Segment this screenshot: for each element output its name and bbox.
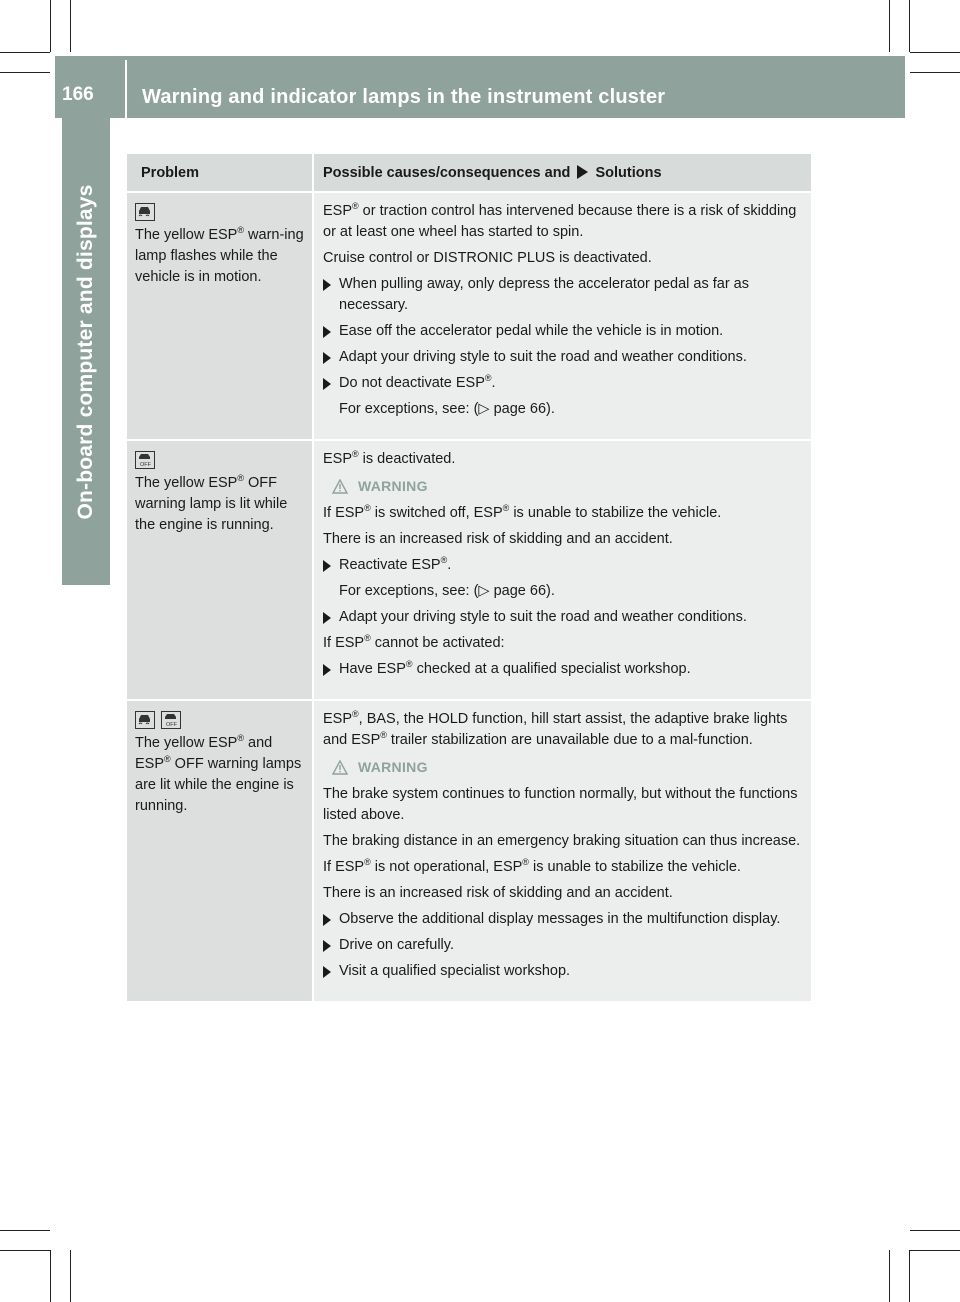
action-arrow-icon: [323, 935, 339, 956]
table-row: [127, 441, 811, 701]
warning-label: WARNING: [358, 759, 428, 775]
crop-mark: [70, 0, 71, 52]
step-text: Adapt your driving style to suit the road and weather conditions.: [339, 609, 747, 625]
table-row: [127, 701, 811, 1003]
cause-text: If ESP® cannot be activated:: [323, 633, 505, 651]
action-arrow-icon: [323, 659, 339, 680]
solution-cell: [314, 701, 811, 1001]
lamp-icons: [135, 451, 306, 469]
step-text: Reactivate ESP®.: [339, 555, 452, 573]
action-step: [323, 909, 805, 930]
problem-text: The yellow ESP® and ESP® OFF warning lamps are lit while the engine is running.: [135, 733, 302, 814]
lamp-icons: [135, 203, 306, 221]
crop-mark: [50, 1250, 51, 1302]
action-arrow-icon: [323, 321, 339, 342]
warning-text: There is an increased risk of skidding and an accident.: [323, 885, 673, 901]
table-row: [127, 193, 811, 441]
header-solutions-prefix: Possible causes/consequences and: [323, 165, 571, 181]
crop-mark: [909, 0, 910, 52]
action-step: [323, 555, 805, 576]
action-step: [323, 347, 805, 368]
page-reference[interactable]: For exceptions, see: (▷ page 66).: [339, 583, 555, 599]
warning-heading: [332, 476, 805, 497]
svg-text:OFF: OFF: [166, 722, 177, 727]
action-arrow-icon: [323, 961, 339, 982]
header-solutions-suffix: Solutions: [595, 165, 662, 181]
header-problem: Problem: [127, 154, 314, 191]
solution-cell: [314, 193, 811, 439]
step-text: Drive on carefully.: [339, 937, 454, 953]
problem-text: The yellow ESP® OFF warning lamp is lit while the engine is running.: [135, 473, 288, 533]
problem-text: The yellow ESP® warn-ing lamp flashes while the vehicle is in motion.: [135, 225, 304, 285]
action-step: [323, 321, 805, 342]
warning-triangle-icon: [332, 479, 348, 494]
section-tab-label: On-board computer and displays: [74, 184, 97, 520]
problem-cell: [127, 441, 314, 699]
step-text: Ease off the accelerator pedal while the vehicle is in motion.: [339, 323, 724, 339]
action-step: [323, 961, 805, 982]
warning-label: WARNING: [358, 478, 428, 494]
table-header: [127, 154, 811, 193]
action-arrow-icon: [323, 347, 339, 368]
solution-cell: [314, 441, 811, 699]
warning-text: If ESP® is not operational, ESP® is unable to stabilize the vehicle.: [323, 857, 741, 875]
action-step: [323, 274, 805, 316]
esp-off-icon: [135, 451, 155, 469]
step-text: Adapt your driving style to suit the road and weather conditions.: [339, 349, 747, 365]
lamp-icons: [135, 711, 306, 729]
action-arrow-icon: [323, 909, 339, 930]
crop-mark: [0, 72, 50, 73]
page-reference[interactable]: For exceptions, see: (▷ page 66).: [339, 401, 555, 417]
cause-text: ESP® is deactivated.: [323, 449, 456, 467]
action-arrow-icon: [323, 373, 339, 394]
esp-icon: [135, 203, 155, 221]
step-text: When pulling away, only depress the accelerator pedal as far as necessary.: [339, 276, 749, 313]
problem-cell: [127, 193, 314, 439]
crop-mark: [889, 1250, 890, 1302]
step-text: Visit a qualified specialist workshop.: [339, 963, 571, 979]
esp-off-icon: [161, 711, 181, 729]
crop-mark: [910, 72, 960, 73]
cause-text: ESP® or traction control has intervened because there is a risk of skidding or at least one wheel has started to spin.: [323, 201, 797, 240]
warning-text: If ESP® is switched off, ESP® is unable to stabilize the vehicle.: [323, 503, 722, 521]
action-step: [323, 935, 805, 956]
header-solutions: [314, 154, 811, 191]
action-arrow-icon: [577, 165, 588, 179]
crop-mark: [909, 1250, 910, 1302]
crop-mark: [0, 52, 50, 53]
warning-text: The brake system continues to function normally, but without the functions listed above.: [323, 786, 798, 823]
header-divider: [125, 60, 127, 118]
warning-triangle-icon: [332, 760, 348, 775]
crop-mark: [910, 1250, 960, 1251]
action-step: [323, 607, 805, 628]
action-arrow-icon: [323, 607, 339, 628]
problem-cell: [127, 701, 314, 1001]
crop-mark: [70, 1250, 71, 1302]
page-title: Warning and indicator lamps in the instrument cluster: [142, 86, 666, 108]
action-step: [323, 373, 805, 394]
crop-mark: [910, 1230, 960, 1231]
step-text: Observe the additional display messages in the multifunction display.: [339, 911, 781, 927]
action-step: [323, 659, 805, 680]
step-text: Do not deactivate ESP®.: [339, 373, 496, 391]
cause-text: Cruise control or DISTRONIC PLUS is deactivated.: [323, 250, 652, 266]
crop-mark: [910, 52, 960, 53]
step-text: Have ESP® checked at a qualified specialist workshop.: [339, 659, 691, 677]
lamp-table: [127, 154, 811, 1003]
crop-mark: [50, 0, 51, 52]
crop-mark: [0, 1230, 50, 1231]
warning-text: There is an increased risk of skidding and an accident.: [323, 531, 673, 547]
esp-icon: [135, 711, 155, 729]
warning-text: The braking distance in an emergency braking situation can thus increase.: [323, 833, 801, 849]
action-arrow-icon: [323, 555, 339, 576]
warning-heading: [332, 757, 805, 778]
page-number: 166: [62, 84, 94, 105]
svg-text:OFF: OFF: [140, 462, 151, 467]
action-arrow-icon: [323, 274, 339, 316]
crop-mark: [0, 1250, 50, 1251]
cause-text: ESP®, BAS, the HOLD function, hill start assist, the adaptive brake lights and ESP® trailer stabilization are unavailable due to a mal-function.: [323, 709, 788, 748]
crop-mark: [889, 0, 890, 52]
